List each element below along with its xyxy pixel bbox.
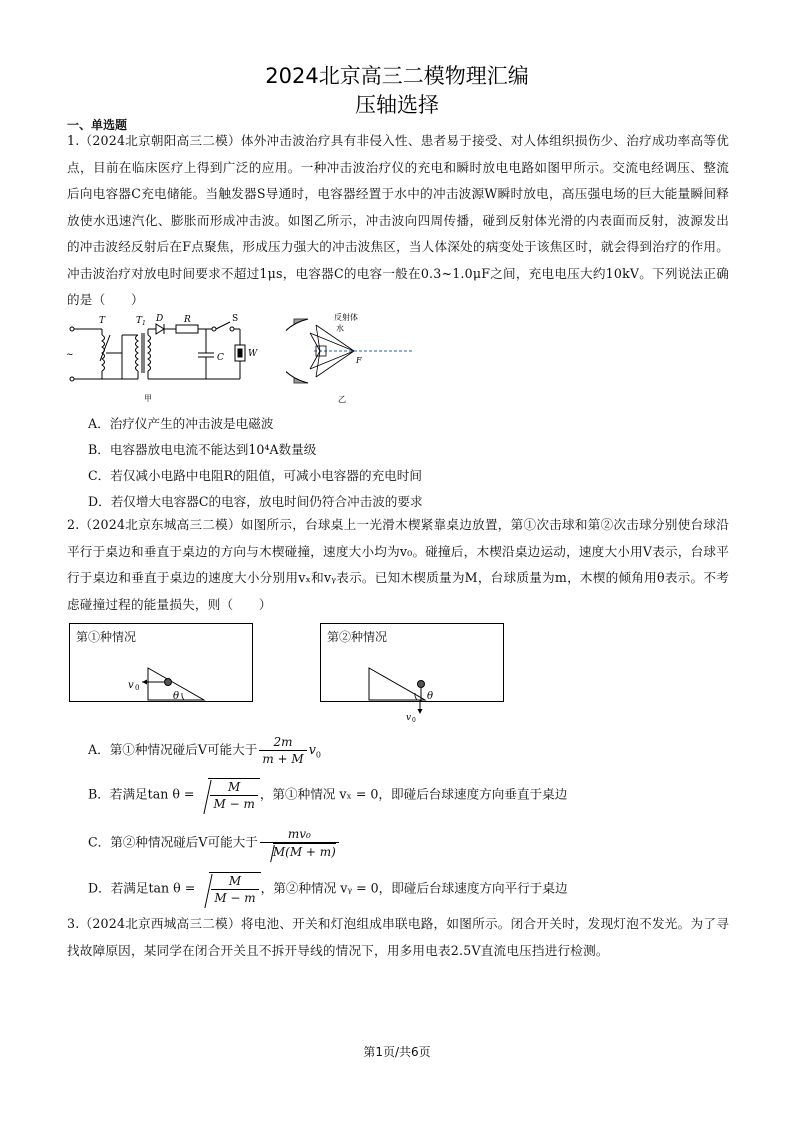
q1-option-d: D．若仅增大电容器C的电容，放电时间仍符合冲击波的要求 — [88, 494, 423, 509]
label-yi: 乙 — [338, 395, 346, 404]
question-3-text: 3.（2024北京西城高三二模）将电池、开关和灯泡组成串联电路，如图所示。闭合开关时，发现灯泡不发光。为了寻找故障原因，某同学在闭合开关且不拆开导线的情况下，用多用电表2.5V直流电压挡进行检测。 — [67, 916, 729, 958]
case-1-label: 第①种情况 — [76, 630, 137, 644]
fraction-c: $\frac{\text{mv₀}}{M(M + m)}$ — [260, 826, 339, 860]
q2-option-a: A．第①种情况碰后V可能大于 $\frac{2m}{m + M}$ $v_0$ — [88, 735, 321, 766]
case-2-figure — [320, 623, 504, 702]
section-heading: 一、单选题 — [67, 118, 128, 132]
q1-option-c: C．若仅减小电路中电阻R的阻值，可减小电容器的充电时间 — [88, 468, 422, 483]
label-S: S — [232, 314, 239, 324]
label-T1-sub: 1 — [142, 320, 146, 327]
theta-label-2: θ — [427, 691, 434, 701]
v0-sub-1: 0 — [135, 684, 140, 692]
q2-option-c: C．第②种情况碰后V可能大于 $\frac{\text{mv₀}}{M(M + m)}$ — [88, 826, 341, 860]
theta-label-1: θ — [173, 691, 180, 701]
page-footer: 第1页/共6页 — [363, 1045, 431, 1059]
case-1-figure — [69, 623, 253, 702]
label-ac: ~ — [66, 350, 74, 360]
page-title: 2024北京高三二模物理汇编 — [265, 64, 529, 88]
circuit-diagram-figure — [66, 313, 276, 403]
sqrt-b: $\frac{M}{M - m}$ — [198, 778, 259, 812]
question-2-text: 2.（2024北京东城高三二模）如图所示，台球桌上一光滑木楔紧靠桌边放置，第①次击球和第②次击球分别使台球沿平行于桌边和垂直于桌边的方向与木楔碰撞，速度大小均为v₀。碰撞后，木楔沿桌边运动，速度大小用V表示，台球平行于桌边和垂直于桌边的速度大小分别用vₓ和vᵧ表示。已知木楔质量为M，台球质量为m，木楔的倾角用θ表示。不考虑碰撞过程的能量损失，则（ ） — [67, 517, 729, 612]
q1-option-a: A．治疗仪产生的冲击波是电磁波 — [88, 416, 274, 431]
v0-label-1: v — [128, 680, 134, 691]
q2-option-b: B．若满足tan θ = $\frac{M}{M - m}$ ，第①种情况 vₓ = 0，即碰后台球速度方向垂直于桌边 — [88, 780, 568, 811]
q1-option-b: B．电容器放电电流不能达到10⁴A数量级 — [88, 442, 317, 457]
question-1-text: 1.（2024北京朝阳高三二模）体外冲击波治疗具有非侵入性、患者易于接受、对人体组织损伤少、治疗成功率高等优点，目前在临床医疗上得到广泛的应用。一种冲击波治疗仪的充电和瞬时放电电路如图甲所示。交流电经调压、整流后向电容器C充电储能。当触发器S导通时，电容器经置于水中的冲击波源W瞬时放电，高压强电场的巨大能量瞬间释放使水迅速汽化、膨胀而形成冲击波。如图乙所示，冲击波向四周传播，碰到反射体光滑的内表面而反射，波源发出的冲击波经反射后在F点聚焦，形成压力强大的冲击波焦区，当人体深处的病变处于该焦区时，就会得到治疗的作用。冲击波治疗对放电时间要求不超过1μs，电容器C的电容一般在0.3~1.0μF之间，充电电压大约10kV。下列说法正确的是（ ） — [67, 133, 729, 307]
label-fanshe: 反射体 — [334, 313, 358, 322]
reflector-diagram-figure — [286, 313, 416, 405]
v0-label-2: v — [406, 713, 412, 723]
label-F: F — [356, 356, 362, 365]
page-subtitle: 压轴选择 — [355, 93, 439, 117]
label-R: R — [184, 315, 191, 325]
label-C: C — [217, 353, 224, 363]
q2-option-d: D．若满足tan θ = $\frac{M}{M - m}$ ，第②种情况 vᵧ = 0，即碰后台球速度方向平行于桌边 — [88, 874, 568, 905]
label-jia: 甲 — [144, 394, 152, 403]
v0-sub-2: 0 — [412, 717, 416, 724]
case-2-velocity-arrow — [400, 700, 430, 724]
case-2-label: 第②种情况 — [327, 630, 388, 644]
label-W: W — [248, 349, 258, 359]
label-T: T — [99, 316, 106, 326]
sqrt-d: $\frac{M}{M - m}$ — [199, 872, 260, 906]
fraction-a: $\frac{2m}{m + M}$ — [259, 734, 306, 767]
label-shui: 水 — [336, 324, 344, 333]
label-T1: T — [136, 316, 143, 326]
label-D: D — [156, 314, 164, 324]
